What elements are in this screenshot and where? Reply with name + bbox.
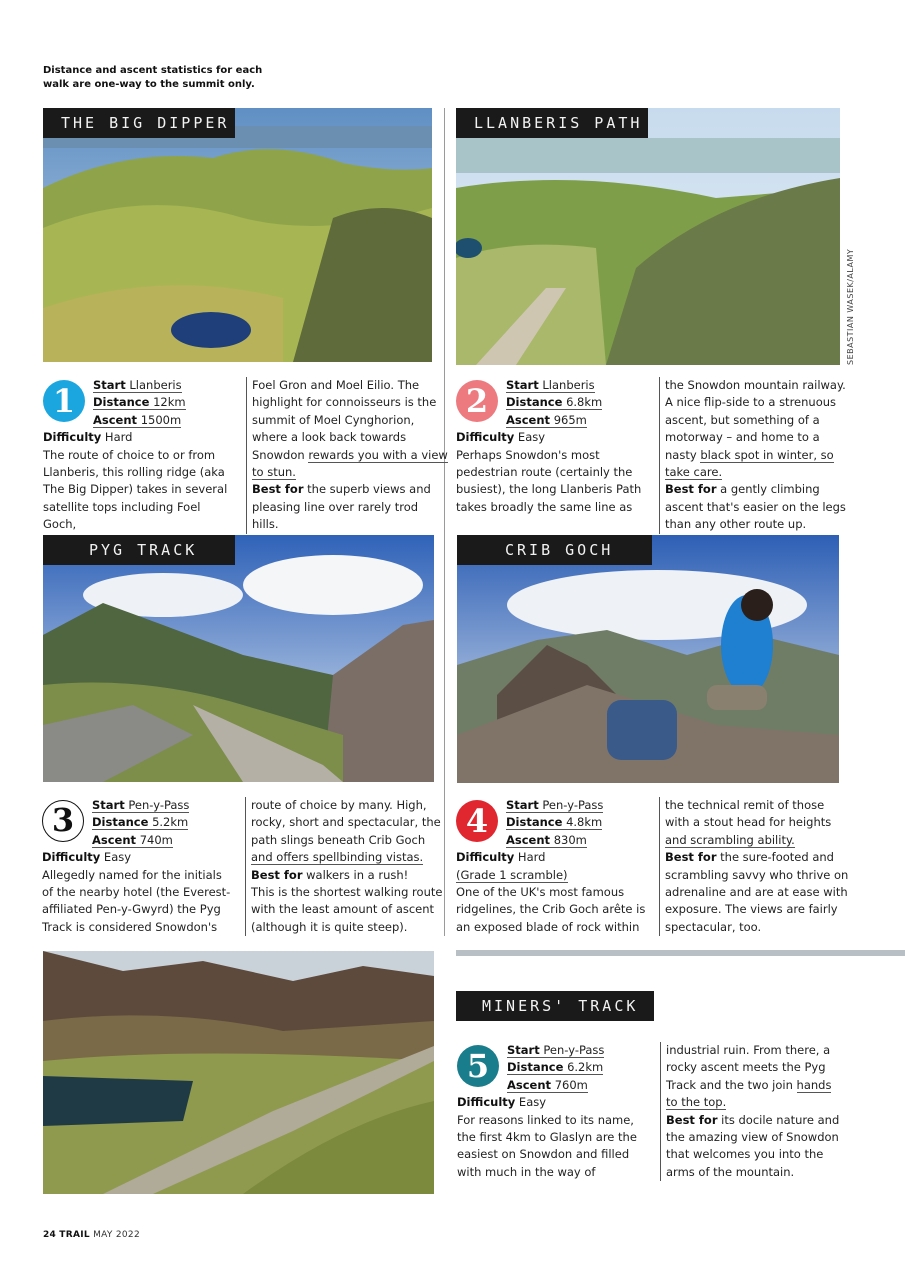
route-4-difficulty-note: (Grade 1 scramble) <box>456 867 568 882</box>
start-label: Start <box>506 798 539 812</box>
route-1-description: The route of choice to or from Llanberis, this rolling ridge (aka The Big Dipper) takes in several satellite tops including Foel Goch, <box>43 447 228 532</box>
route-3-ascent: 740m <box>139 832 173 847</box>
intro-note: Distance and ascent statistics for each walk are one-way to the summit only. <box>43 65 263 90</box>
route-3-text <box>42 797 442 942</box>
route-3-number-badge: 3 <box>42 800 84 842</box>
route-2-description: Perhaps Snowdon's most pedestrian route (certainly the busiest), the long Llanberis Path takes broadly the same line as <box>456 447 642 514</box>
route-1-highlight: rewards you with a view to stun. <box>252 447 448 480</box>
photo-credit: SEBASTIAN WASEK/ALAMY <box>846 248 855 365</box>
route-3-description-cont: route of choice by many. High, rocky, short and spectacular, the path slings beneath Crib Goch <box>251 798 441 847</box>
route-3-distance: 5.2km <box>152 815 189 830</box>
difficulty-label: Difficulty <box>43 430 102 445</box>
route-4-description: One of the UK's most famous ridgelines, the Crib Goch arête is an exposed blade of rock within <box>456 885 646 934</box>
distance-label: Distance <box>93 395 150 410</box>
route-5-description: For reasons linked to its name, the first 4km to Glaslyn are the easiest on Snowdon and filled with much in the way of <box>457 1112 637 1179</box>
photo-crib-goch <box>457 535 839 783</box>
title-big-dipper: THE BIG DIPPER <box>43 108 235 138</box>
route-2-description-cont: the Snowdon mountain railway. A nice flip-side to a strenuous ascent, but something of a motorway – and home to a nasty <box>665 378 846 462</box>
photo-pyg-track <box>43 535 434 782</box>
route-2-difficulty: Easy <box>517 430 546 445</box>
route-1-start: Llanberis <box>129 378 182 392</box>
route-2-ascent: 965m <box>553 412 587 427</box>
route-3-start: Pen-y-Pass <box>128 798 190 812</box>
route-3-difficulty: Easy <box>103 850 132 865</box>
route-4-description-cont: the technical remit of those with a stout head for heights <box>665 798 832 830</box>
route-2-number-badge: 2 <box>456 380 498 422</box>
best-for-label: Best for <box>665 482 717 497</box>
route-1-distance: 12km <box>153 395 186 410</box>
route-5-difficulty: Easy <box>518 1095 547 1110</box>
route-1-number-badge: 1 <box>43 380 85 422</box>
magazine-name: TRAIL <box>59 1230 90 1240</box>
route-5-highlight: hands to the top. <box>666 1077 832 1110</box>
route-5-number-badge: 5 <box>457 1045 499 1087</box>
distance-label: Distance <box>506 395 563 410</box>
route-4-ascent: 830m <box>553 832 587 847</box>
difficulty-label: Difficulty <box>42 850 101 865</box>
route-1-description-cont: Foel Gron and Moel Eilio. The highlight for connoisseurs is the summit of Moel Cynghorion, where a look back towards Snowdon <box>252 378 437 462</box>
route-4-text <box>456 797 856 942</box>
route-3-highlight: and offers spellbinding vistas. <box>251 850 424 865</box>
route-1-difficulty: Hard <box>104 430 133 445</box>
title-crib-goch: CRIB GOCH <box>457 535 652 565</box>
distance-label: Distance <box>506 815 563 830</box>
distance-label: Distance <box>92 815 149 830</box>
photo-miners-track <box>43 951 434 1194</box>
difficulty-label: Difficulty <box>456 430 515 445</box>
title-llanberis-path: LLANBERIS PATH <box>456 108 648 138</box>
difficulty-label: Difficulty <box>456 850 515 865</box>
route-3-best-for: walkers in a rush! <box>306 867 409 882</box>
route-5-best-for: its docile nature and the amazing view of Snowdon that welcomes you into the arms of the mountain. <box>666 1112 840 1179</box>
route-1-best-for: the superb views and pleasing line over rarely trod hills. <box>252 482 431 532</box>
title-pyg-track: PYG TRACK <box>43 535 235 565</box>
route-5-distance: 6.2km <box>567 1060 604 1075</box>
route-4-number-badge: 4 <box>456 800 498 842</box>
route-4-start: Pen-y-Pass <box>542 798 604 812</box>
route-2-start: Llanberis <box>542 378 595 392</box>
difficulty-label: Difficulty <box>457 1095 516 1110</box>
route-4-distance: 4.8km <box>566 815 603 830</box>
best-for-label: Best for <box>252 482 304 497</box>
route-5-start: Pen-y-Pass <box>543 1043 605 1057</box>
best-for-label: Best for <box>251 867 303 882</box>
photo-big-dipper <box>43 108 432 362</box>
route-5-text <box>457 1042 857 1187</box>
best-for-label: Best for <box>665 850 717 865</box>
page-number: 24 <box>43 1230 57 1240</box>
route-3-note: This is the shortest walking route with the least amount of ascent (although it is quite steep). <box>251 885 443 934</box>
route-2-text <box>456 377 856 532</box>
page-footer <box>43 1230 140 1240</box>
title-miners-track: MINERS' TRACK <box>456 991 654 1021</box>
best-for-label: Best for <box>666 1112 718 1127</box>
start-label: Start <box>506 378 539 392</box>
route-4-highlight: and scrambling ability. <box>665 832 795 847</box>
route-5-description-cont: industrial ruin. From there, a rocky ascent meets the Pyg Track and the two join <box>666 1043 831 1092</box>
route-4-best-for: the sure-footed and scrambling savvy who thrive on adrenaline and are at ease with exposure. The views are fairly spectacular, too. <box>665 850 849 934</box>
ascent-label: Ascent <box>506 412 551 427</box>
ascent-label: Ascent <box>506 832 551 847</box>
route-5-ascent: 760m <box>554 1077 588 1092</box>
distance-label: Distance <box>507 1060 564 1075</box>
route-2-distance: 6.8km <box>566 395 603 410</box>
route-1-text <box>43 377 448 532</box>
section-divider <box>456 950 905 956</box>
start-label: Start <box>93 378 126 392</box>
route-3-description: Allegedly named for the initials of the nearby hotel (the Everest-affiliated Pen-y-Gwyrd) the Pyg Track is considered Snowdon's <box>42 867 231 934</box>
ascent-label: Ascent <box>92 832 137 847</box>
route-1-ascent: 1500m <box>140 412 182 427</box>
start-label: Start <box>507 1043 540 1057</box>
photo-llanberis-path <box>456 108 840 365</box>
route-2-best-for: a gently climbing ascent that's easier on the legs than any other route up. <box>665 482 846 532</box>
start-label: Start <box>92 798 125 812</box>
route-4-difficulty: Hard <box>517 850 546 865</box>
ascent-label: Ascent <box>507 1077 552 1092</box>
route-2-highlight: black spot in winter, so take care. <box>665 447 834 480</box>
ascent-label: Ascent <box>93 412 138 427</box>
issue-date: MAY 2022 <box>93 1230 140 1240</box>
